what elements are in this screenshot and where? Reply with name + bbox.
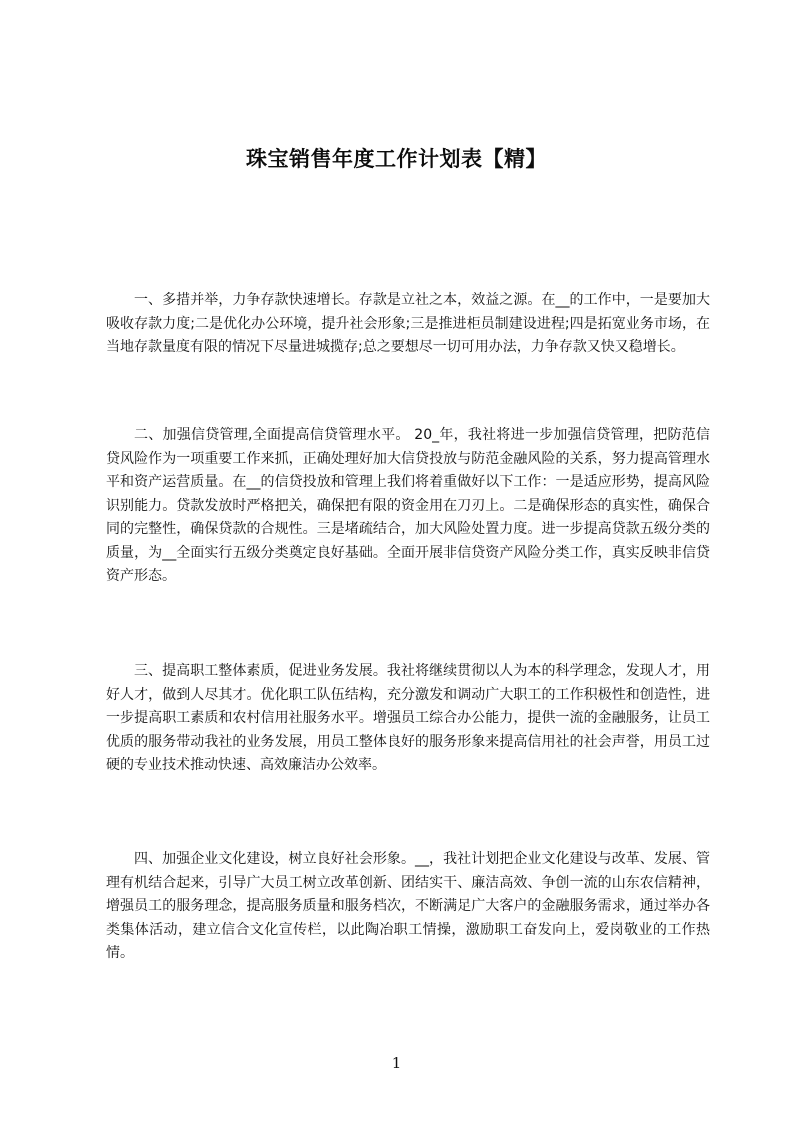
paragraph-deposit-growth: 一、多措并举，力争存款快速增长。存款是立社之本，效益之源。在__的工作中，一是要加大吸收存款力度;二是优化办公环境，提升社会形象;三是推进柜员制建设进程;四是拓宽业务市场，在当地存款量度有限的情况下尽量进城揽存;总之要想尽一切可用办法，力争存款又快又稳增长。 <box>106 292 710 355</box>
paragraph-credit-management: 二、加强信贷管理,全面提高信贷管理水平。 20_年，我社将进一步加强信贷管理，把防范信贷风险作为一项重要工作来抓，正确处理好加大信贷投放与防范金融风险的关系，努力提高管理水平和资产运营质量。在__的信贷投放和管理上我们将着重做好以下工作：一是适应形势，提高风险识别能力。贷款发放时严格把关，确保把有限的资金用在刀刃上。二是确保形态的真实性，确保合同的完整性，确保贷款的合规性。三是堵疏结合，加大风险处置力度。进一步提高贷款五级分类的质量，为__全面实行五级分类奠定良好基础。全面开展非信贷资产风险分类工作，真实反映非信贷资产形态。 <box>106 427 710 584</box>
paragraph-staff-quality: 三、提高职工整体素质，促进业务发展。我社将继续贯彻以人为本的科学理念，发现人才，用好人才，做到人尽其才。优化职工队伍结构，充分激发和调动广大职工的工作积极性和创造性，进一步提高职工素质和农村信用社服务水平。增强员工综合办公能力，提供一流的金融服务，让员工优质的服务带动我社的业务发展，用员工整体良好的服务形象来提高信用社的社会声誉，用员工过硬的专业技术推动快速、高效廉洁办公效率。 <box>106 663 710 773</box>
page-title: 珠宝销售年度工作计划表【精】 <box>246 147 547 171</box>
paragraph-corporate-culture: 四、加强企业文化建设，树立良好社会形象。__，我社计划把企业文化建设与改革、发展、管理有机结合起来，引导广大员工树立改革创新、团结实干、廉洁高效、争创一流的山东农信精神，增强员工的服务理念，提高服务质量和服务档次，不断满足广大客户的金融服务需求，通过举办各类集体活动，建立信合文化宣传栏，以此陶冶职工情操，激励职工奋发向上，爱岗敬业的工作热情。 <box>106 851 710 961</box>
page-number: 1 <box>391 1054 402 1072</box>
